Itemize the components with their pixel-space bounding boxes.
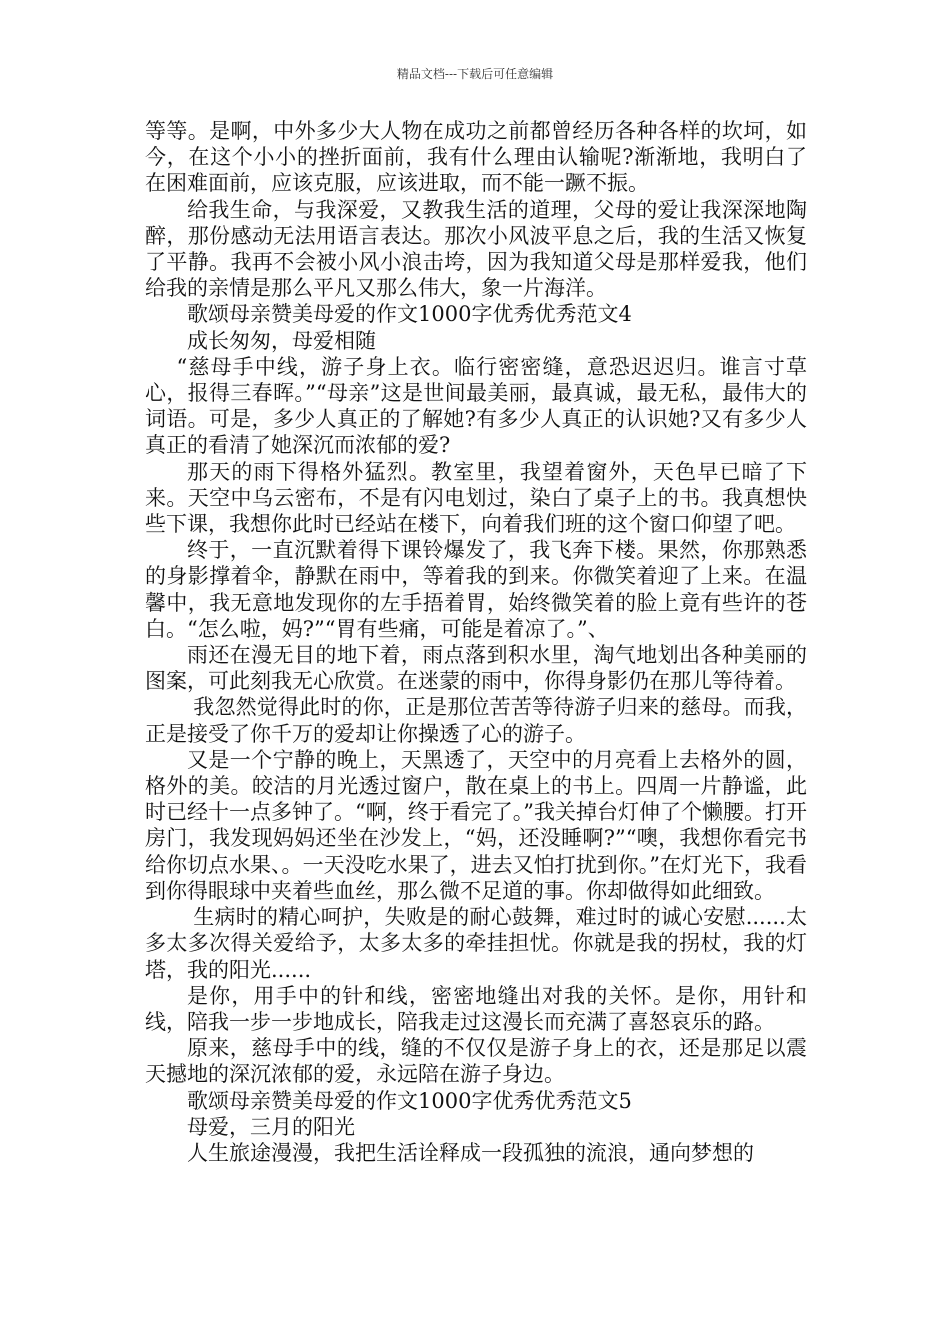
paragraph: 我忽然觉得此时的你，正是那位苦苦等待游子归来的慈母。而我，正是接受了你千万的爱却让你操透了心的游子。 [145,695,807,746]
page-header: 精品文档---下载后可任意编辑 [396,67,554,81]
document-body [145,118,807,1166]
essay-title: 母爱，三月的阳光 [187,1114,355,1139]
paragraph: 等等。是啊，中外多少大人物在成功之前都曾经历各种各样的坎坷，如今，在这个小小的挫折面前，我有什么理由认输呢?渐渐地，我明白了在困难面前，应该克服，应该进取，而不能一蹶不振。 [145,119,807,196]
paragraph: 生病时的精心呵护，失败是的耐心鼓舞，难过时的诚心安慰......太多太多次得关爱给予，太多太多的牵挂担忧。你就是我的拐杖，我的灯塔，我的阳光...... [145,905,807,982]
paragraph: 给我生命，与我深爱，又教我生活的道理，父母的爱让我深深地陶醉，那份感动无法用语言表达。那次小风波平息之后，我的生活又恢复了平静。我再不会被小风小浪击垮，因为我知道父母是那样爱我，他们给我的亲情是那么平凡又那么伟大，象一片海洋。 [145,197,807,301]
paragraph: 雨还在漫无目的地下着，雨点落到积水里，淘气地划出各种美丽的图案，可此刻我无心欣赏。在迷蒙的雨中，你得身影仍在那儿等待着。 [145,643,807,694]
paragraph: 终于，一直沉默着得下课铃爆发了，我飞奔下楼。果然，你那熟悉的身影撑着伞，静默在雨中，等着我的到来。你微笑着迎了上来。在温馨中，我无意地发现你的左手捂着胃，始终微笑着的脸上竟有些许的苍白。“怎么啦，妈?”“胃有些痛，可能是着凉了。”、 [145,538,807,641]
paragraph: 原来，慈母手中的线，缝的不仅仅是游子身上的衣，还是那足以震天撼地的深沉浓郁的爱，永远陪在游子身边。 [145,1036,807,1087]
paragraph: 人生旅途漫漫，我把生活诠释成一段孤独的流浪，通向梦想的 [187,1140,754,1165]
essay-title: 成长匆匆，母爱相随 [187,328,376,353]
section-title: 歌颂母亲赞美母爱的作文1000字优秀优秀范文4 [187,302,632,327]
section-title: 歌颂母亲赞美母爱的作文1000字优秀优秀范文5 [187,1088,632,1113]
paragraph: 那天的雨下得格外猛烈。教室里，我望着窗外，天色早已暗了下来。天空中乌云密布，不是有闪电划过，染白了桌子上的书。我真想快些下课，我想你此时已经站在楼下，向着我们班的这个窗口仰望了吧。 [145,459,807,537]
paragraph: 是你，用手中的针和线，密密地缝出对我的关怀。是你，用针和线，陪我一步一步地成长，陪我走过这漫长而充满了喜怒哀乐的路。 [145,983,807,1034]
paragraph: “慈母手中线，游子身上衣。临行密密缝，意恐迟迟归。谁言寸草心，报得三春晖。”“母亲”这是世间最美丽，最真诚，最无私，最伟大的词语。可是，多少人真正的了解她?有多少人真正的认识她?又有多少人真正的看清了她深沉而浓郁的爱? [145,354,807,458]
paragraph: 又是一个宁静的晚上，天黑透了，天空中的月亮看上去格外的圆，格外的美。皎洁的月光透过窗户，散在桌上的书上。四周一片静谧，此时已经十一点多钟了。“啊，终于看完了。”我关掉台灯伸了个懒腰。打开房门，我发现妈妈还坐在沙发上，“妈，还没睡啊?”“噢，我想你看完书给你切点水果、。一天没吃水果了，进去又怕打扰到你。”在灯光下，我看到你得眼球中夹着些血丝，那么微不足道的事。你却做得如此细致。 [145,747,807,903]
